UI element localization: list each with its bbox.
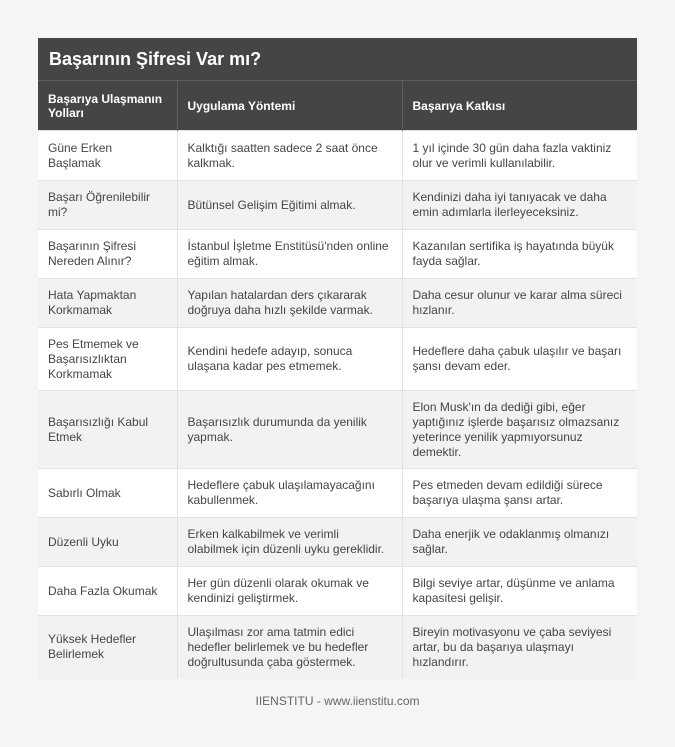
cell-method: İstanbul İşletme Enstitüsü'nden online eğitim almak. <box>177 230 402 279</box>
table-row <box>38 230 637 279</box>
data-table <box>38 80 637 679</box>
cell-way: Sabırlı Olmak <box>38 469 177 518</box>
column-header-method: Uygulama Yöntemi <box>177 81 402 131</box>
column-header-contribution: Başarıya Katkısı <box>402 81 637 131</box>
cell-method: Hedeflere çabuk ulaşılamayacağını kabullenmek. <box>177 469 402 518</box>
cell-method: Erken kalkabilmek ve verimli olabilmek için düzenli uyku gereklidir. <box>177 518 402 567</box>
cell-method: Her gün düzenli olarak okumak ve kendinizi geliştirmek. <box>177 567 402 616</box>
cell-method: Yapılan hatalardan ders çıkararak doğruya daha hızlı şekilde varmak. <box>177 279 402 328</box>
table-row <box>38 391 637 469</box>
cell-contribution: Elon Musk'ın da dediği gibi, eğer yaptığınız işlerde başarısız olmazsanız yeterince yenilik yapmıyorsunuz demektir. <box>402 391 637 469</box>
cell-way: Pes Etmemek ve Başarısızlıktan Korkmamak <box>38 328 177 391</box>
cell-contribution: Daha enerjik ve odaklanmış olmanızı sağlar. <box>402 518 637 567</box>
cell-contribution: 1 yıl içinde 30 gün daha fazla vaktiniz olur ve verimli kullanılabilir. <box>402 131 637 181</box>
cell-contribution: Pes etmeden devam edildiği sürece başarıya ulaşma şansı artar. <box>402 469 637 518</box>
cell-contribution: Bireyin motivasyonu ve çaba seviyesi artar, bu da başarıya ulaşmayı hızlandırır. <box>402 616 637 679</box>
table-card <box>38 38 637 679</box>
header-row <box>38 81 637 131</box>
cell-way: Yüksek Hedefler Belirlemek <box>38 616 177 679</box>
cell-way: Başarısızlığı Kabul Etmek <box>38 391 177 469</box>
cell-way: Başarı Öğrenilebilir mi? <box>38 181 177 230</box>
cell-contribution: Daha cesur olunur ve karar alma süreci hızlanır. <box>402 279 637 328</box>
cell-way: Başarının Şifresi Nereden Alınır? <box>38 230 177 279</box>
table-row <box>38 181 637 230</box>
table-row <box>38 469 637 518</box>
cell-contribution: Hedeflere daha çabuk ulaşılır ve başarı şansı devam eder. <box>402 328 637 391</box>
page-title: Başarının Şifresi Var mı? <box>38 38 637 80</box>
cell-method: Başarısızlık durumunda da yenilik yapmak. <box>177 391 402 469</box>
table-row <box>38 328 637 391</box>
table-row <box>38 567 637 616</box>
table-row <box>38 518 637 567</box>
cell-way: Güne Erken Başlamak <box>38 131 177 181</box>
cell-method: Ulaşılması zor ama tatmin edici hedefler belirlemek ve bu hedefler doğrultusunda çaba göstermek. <box>177 616 402 679</box>
cell-method: Kendini hedefe adayıp, sonuca ulaşana kadar pes etmemek. <box>177 328 402 391</box>
column-header-ways: Başarıya Ulaşmanın Yolları <box>38 81 177 131</box>
table-row <box>38 279 637 328</box>
cell-method: Kalktığı saatten sadece 2 saat önce kalkmak. <box>177 131 402 181</box>
cell-contribution: Bilgi seviye artar, düşünme ve anlama kapasitesi gelişir. <box>402 567 637 616</box>
cell-contribution: Kendinizi daha iyi tanıyacak ve daha emin adımlarla ilerleyeceksiniz. <box>402 181 637 230</box>
cell-contribution: Kazanılan sertifika iş hayatında büyük fayda sağlar. <box>402 230 637 279</box>
table-row <box>38 131 637 181</box>
cell-method: Bütünsel Gelişim Eğitimi almak. <box>177 181 402 230</box>
cell-way: Düzenli Uyku <box>38 518 177 567</box>
cell-way: Hata Yapmaktan Korkmamak <box>38 279 177 328</box>
footer-credit: IIENSTITU - www.iienstitu.com <box>255 694 420 708</box>
table-row <box>38 616 637 679</box>
cell-way: Daha Fazla Okumak <box>38 567 177 616</box>
